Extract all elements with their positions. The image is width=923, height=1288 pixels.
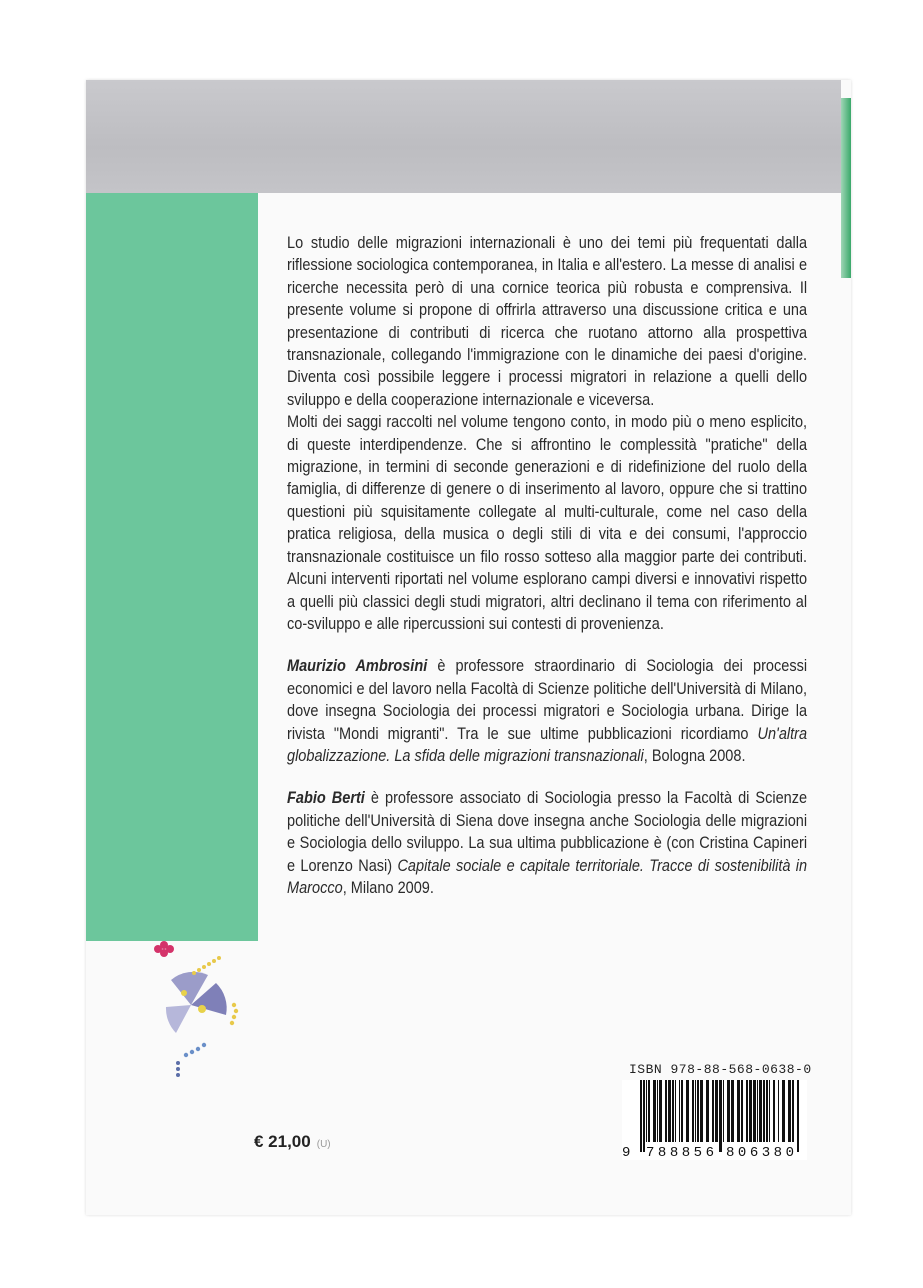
book-back-cover (86, 80, 851, 1215)
barcode-bar (749, 1080, 752, 1142)
barcode-bar (788, 1080, 791, 1142)
barcode-bar (706, 1080, 709, 1142)
barcode-bar (653, 1080, 656, 1142)
barcode-bar (778, 1080, 779, 1142)
publisher-logo-icon (146, 935, 256, 1085)
barcode-bar (792, 1080, 794, 1142)
barcode-bar (648, 1080, 650, 1142)
barcode-bar (668, 1080, 671, 1142)
barcode-bar (759, 1080, 762, 1142)
book-title: Un'altra globalizzazione. La sfida delle migrazioni transnazionali (287, 724, 808, 765)
author-name: Fabio Berti (287, 789, 365, 808)
barcode-bar (657, 1080, 658, 1142)
barcode-bar (686, 1080, 689, 1142)
barcode-bar (763, 1080, 765, 1142)
barcode-bar (697, 1080, 699, 1142)
left-green-band (86, 193, 258, 941)
barcode-bar (746, 1080, 748, 1142)
barcode-digits-left: 788856 (646, 1145, 714, 1160)
barcode-bar (715, 1080, 718, 1142)
barcode-bar (741, 1080, 743, 1142)
barcode-icon (622, 1080, 807, 1160)
barcode-bar (640, 1080, 642, 1152)
barcode-bar (723, 1080, 724, 1142)
barcode-bar (643, 1080, 645, 1152)
barcode-bar (737, 1080, 740, 1142)
author-bio-ambrosini: Maurizio Ambrosini è professore straordinario di Sociologia dei processi economici e del lavoro nella Facoltà di Scienze politiche dell'Università di Milano, dove insegna Sociologia dei processi migratori e Sociologia urbana. Dirige la rivista "Mondi migranti". Tra le sue ultime pubblicazioni ricordiamo Un'altra globalizzazione. La sfida delle migrazioni transnazionali, Bologna 2008. (287, 657, 808, 765)
barcode-bar (727, 1080, 730, 1142)
barcode-bar (695, 1080, 696, 1142)
price-code: (U) (316, 1139, 331, 1150)
barcode-bar (672, 1080, 674, 1142)
barcode-bar (773, 1080, 775, 1142)
barcode-bar (782, 1080, 785, 1142)
author-bio-berti: Fabio Berti è professore associato di Sociologia presso la Facoltà di Scienze politiche dell'Università di Siena dove insegna anche Sociologia delle migrazioni e Sociologia dello sviluppo. La sua ultima pubblicazione è (con Cristina Capineri e Lorenzo Nasi) Capitale sociale e capitale territoriale. Tracce di sostenibilità in Marocco, Milano 2009. (287, 789, 808, 897)
barcode-bar (681, 1080, 683, 1142)
barcode-bar (753, 1080, 756, 1142)
price: € 21,00 (U) (254, 1132, 331, 1151)
barcode-bar (769, 1080, 770, 1142)
barcode-bar (659, 1080, 662, 1142)
barcode-digit-prefix: 9 (622, 1145, 631, 1160)
barcode-bar (719, 1080, 722, 1152)
barcode-bar (675, 1080, 676, 1142)
barcode-bar (712, 1080, 714, 1142)
book-title: Capitale sociale e capitale territoriale. Tracce di sostenibilità in Marocco (287, 856, 808, 897)
barcode-bar (679, 1080, 680, 1142)
blurb-text (287, 232, 807, 899)
description-paragraph-2: Molti dei saggi raccolti nel volume tengono conto, in modo più o meno esplicito, di queste interdipendenze. Che si affrontino le complessità "pratiche" della migrazione, in termini di seconde generazioni e di ridefinizione del ruolo della famiglia, di differenze di genere o di inserimento al lavoro, oppure che si trattino questioni più squisitamente collegate al multi-culturale, come nel caso della pratica religiosa, della musica o degli stili di vita e dei consumi, l'approccio transnazionale costituisce un filo rosso sotteso alla maggior parte dei contributi. Alcuni interventi riportati nel volume esplorano campi diversi e innovativi rispetto a quelli più classici degli studi migratori, altri declinano il tema con riferimento al co-sviluppo e alle ripercussioni sui contesti di provenienza. (287, 413, 808, 633)
description-paragraph-1: Lo studio delle migrazioni internazionali è uno dei temi più frequentati dalla riflessione sociologica contemporanea, in Italia e all'estero. La messe di analisi e ricerche necessita però di una cornice teorica più robusta e comprensiva. Il presente volume si propone di offrirla attraverso una discussione critica e una presentazione di contributi di ricerca che ruotano attorno alla prospettiva transnazionale, collegando l'immigrazione con le dinamiche dei paesi d'origine. Diventa così possibile leggere i processi migratori in relazione a quelli dello sviluppo e della cooperazione internazionale e viceversa. (287, 234, 808, 409)
author-name: Maurizio Ambrosini (287, 657, 428, 676)
barcode-bar (692, 1080, 694, 1142)
barcode-bar (665, 1080, 667, 1142)
isbn-label: ISBN 978-88-568-0638-0 (629, 1062, 812, 1077)
top-gray-band (86, 80, 841, 193)
barcode-bar (757, 1080, 758, 1142)
spine-edge (841, 98, 851, 278)
barcode-digits-right: 806380 (726, 1145, 794, 1160)
barcode-bar (646, 1080, 647, 1142)
barcode-bar (766, 1080, 768, 1142)
barcode-bar (700, 1080, 703, 1142)
barcode-bar (797, 1080, 799, 1152)
barcode-bar (731, 1080, 734, 1142)
